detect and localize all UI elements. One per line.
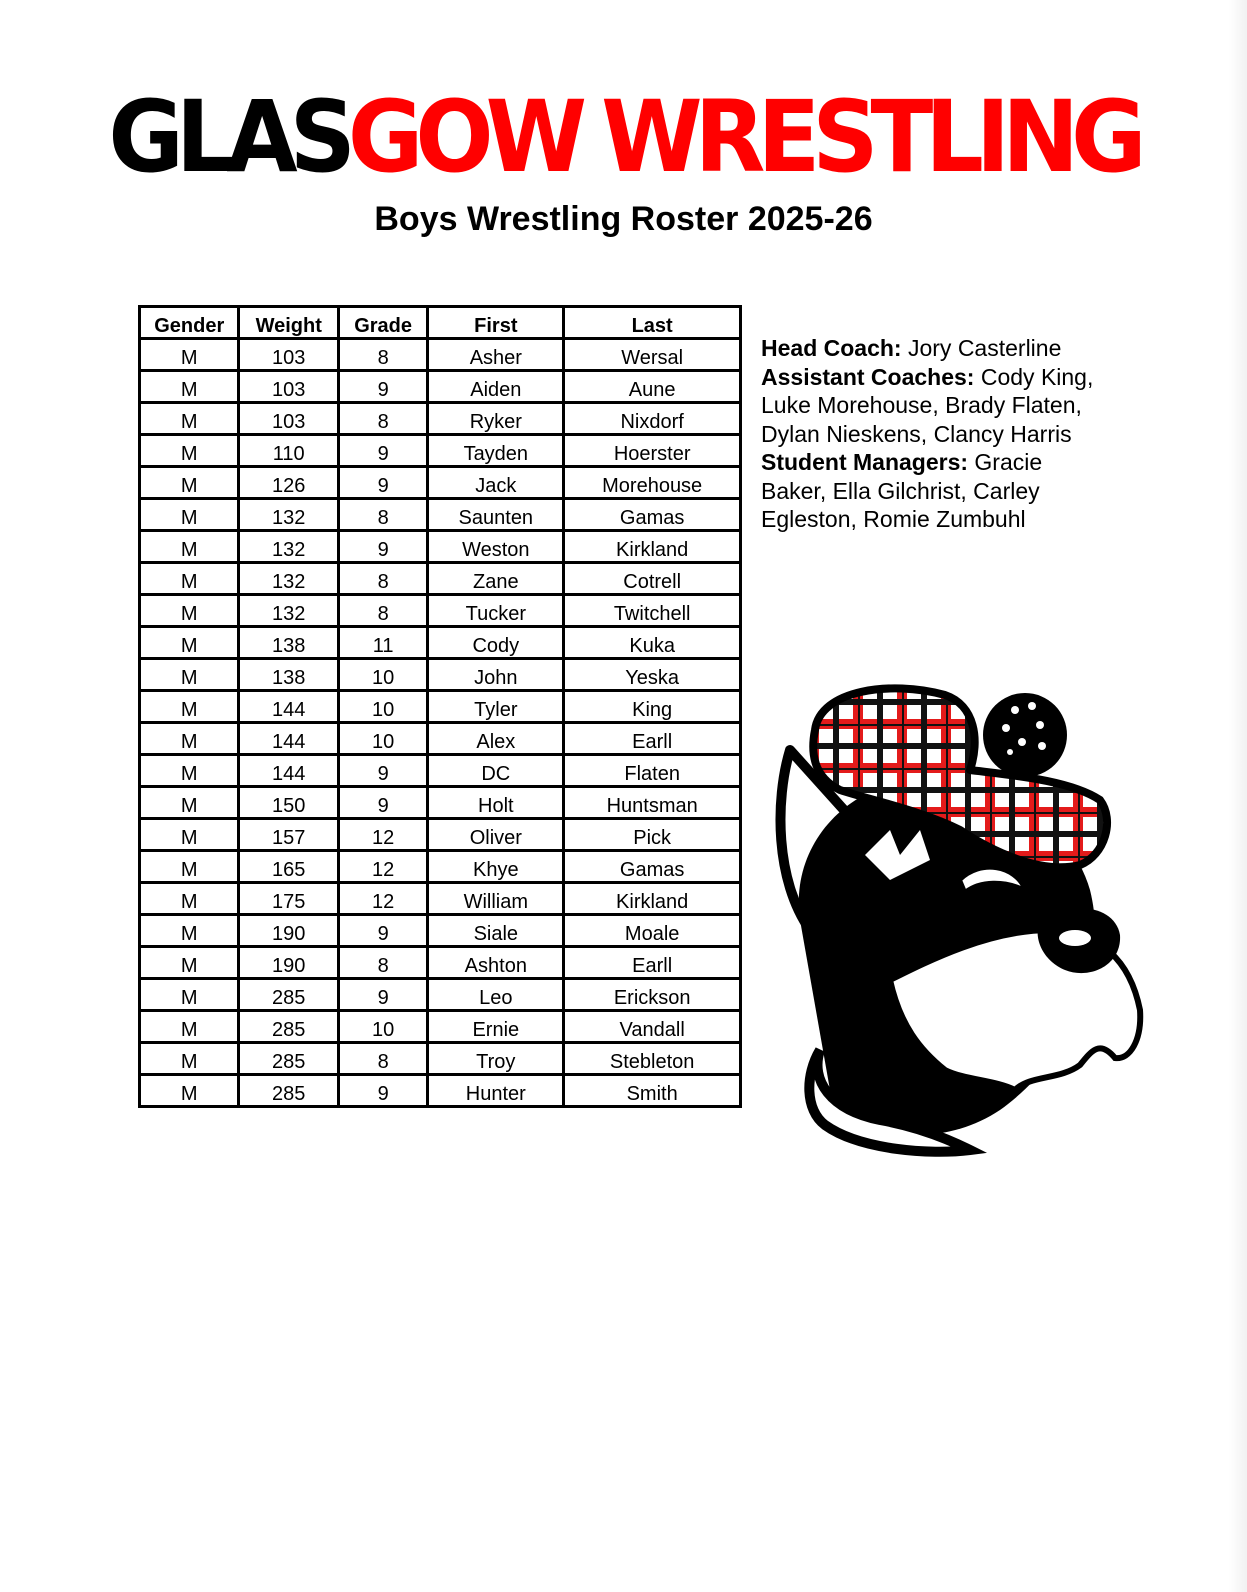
cell-grade: 8 <box>338 499 427 531</box>
cell-gender: M <box>140 979 239 1011</box>
cell-last-name: Wersal <box>564 339 741 371</box>
cell-last-name: Kirkland <box>564 531 741 563</box>
cell-weight: 110 <box>239 435 338 467</box>
cell-first-name: Troy <box>428 1043 564 1075</box>
student-managers-names: Gracie Baker, Ella Gilchrist, Carley Egleston, Romie Zumbuhl <box>761 449 1043 532</box>
cell-last-name: Earll <box>564 723 741 755</box>
cell-weight: 150 <box>239 787 338 819</box>
cell-weight: 103 <box>239 339 338 371</box>
cell-grade: 9 <box>338 467 427 499</box>
cell-gender: M <box>140 435 239 467</box>
cell-grade: 8 <box>338 403 427 435</box>
cell-first-name: Siale <box>428 915 564 947</box>
cell-first-name: Hunter <box>428 1075 564 1107</box>
cell-gender: M <box>140 371 239 403</box>
cell-weight: 190 <box>239 947 338 979</box>
cell-first-name: Ernie <box>428 1011 564 1043</box>
cell-weight: 190 <box>239 915 338 947</box>
cell-first-name: Saunten <box>428 499 564 531</box>
cell-grade: 9 <box>338 979 427 1011</box>
table-row <box>140 1075 741 1107</box>
roster-table <box>138 305 742 1108</box>
cell-last-name: Kirkland <box>564 883 741 915</box>
cell-last-name: Pick <box>564 819 741 851</box>
cell-first-name: Leo <box>428 979 564 1011</box>
cell-gender: M <box>140 723 239 755</box>
logo-part-glas: GLAS <box>108 79 348 195</box>
cell-grade: 9 <box>338 371 427 403</box>
cell-last-name: Morehouse <box>564 467 741 499</box>
cell-weight: 132 <box>239 595 338 627</box>
cell-last-name: Gamas <box>564 499 741 531</box>
cell-gender: M <box>140 531 239 563</box>
table-row <box>140 979 741 1011</box>
cell-grade: 8 <box>338 563 427 595</box>
cell-weight: 285 <box>239 1011 338 1043</box>
cell-last-name: Smith <box>564 1075 741 1107</box>
cell-last-name: Moale <box>564 915 741 947</box>
table-row <box>140 435 741 467</box>
cell-weight: 138 <box>239 659 338 691</box>
table-row <box>140 403 741 435</box>
coaching-staff <box>761 334 1106 534</box>
roster-body <box>140 339 741 1107</box>
cell-weight: 138 <box>239 627 338 659</box>
cell-first-name: Zane <box>428 563 564 595</box>
table-row <box>140 851 741 883</box>
cell-last-name: Erickson <box>564 979 741 1011</box>
cell-grade: 8 <box>338 595 427 627</box>
glasgow-wrestling-logo <box>0 79 1247 195</box>
cell-last-name: Yeska <box>564 659 741 691</box>
table-row <box>140 1011 741 1043</box>
scottie-dog-mascot-icon <box>770 680 1170 1160</box>
header-weight: Weight <box>239 307 338 339</box>
cell-gender: M <box>140 627 239 659</box>
table-row <box>140 563 741 595</box>
cell-grade: 9 <box>338 755 427 787</box>
cell-last-name: Cotrell <box>564 563 741 595</box>
cell-grade: 8 <box>338 339 427 371</box>
cell-gender: M <box>140 691 239 723</box>
cell-last-name: Twitchell <box>564 595 741 627</box>
cell-gender: M <box>140 499 239 531</box>
cell-gender: M <box>140 595 239 627</box>
cell-grade: 11 <box>338 627 427 659</box>
cell-last-name: King <box>564 691 741 723</box>
head-coach-name: Jory Casterline <box>907 335 1062 361</box>
cell-grade: 10 <box>338 691 427 723</box>
cell-gender: M <box>140 1043 239 1075</box>
cell-weight: 132 <box>239 531 338 563</box>
head-coach-label: Head Coach: <box>761 335 902 361</box>
cell-weight: 126 <box>239 467 338 499</box>
cell-grade: 9 <box>338 1075 427 1107</box>
cell-weight: 103 <box>239 403 338 435</box>
cell-gender: M <box>140 883 239 915</box>
cell-gender: M <box>140 403 239 435</box>
table-row <box>140 531 741 563</box>
cell-first-name: Ashton <box>428 947 564 979</box>
cell-gender: M <box>140 563 239 595</box>
assistant-coaches-label: Assistant Coaches: <box>761 363 975 390</box>
table-row <box>140 755 741 787</box>
student-managers-label: Student Managers: <box>761 449 969 475</box>
cell-grade: 9 <box>338 435 427 467</box>
cell-gender: M <box>140 787 239 819</box>
cell-last-name: Flaten <box>564 755 741 787</box>
cell-first-name: Tayden <box>428 435 564 467</box>
cell-last-name: Stebleton <box>564 1043 741 1075</box>
cell-weight: 103 <box>239 371 338 403</box>
cell-last-name: Earll <box>564 947 741 979</box>
cell-grade: 10 <box>338 659 427 691</box>
cell-first-name: Oliver <box>428 819 564 851</box>
assistant-coaches-names: Cody King, Luke Morehouse, Brady Flaten, Dylan Nieskens, Clancy Harris <box>761 363 1094 447</box>
header-first: First <box>428 307 564 339</box>
cell-weight: 132 <box>239 499 338 531</box>
cell-weight: 285 <box>239 979 338 1011</box>
table-row <box>140 371 741 403</box>
cell-first-name: Jack <box>428 467 564 499</box>
table-row <box>140 883 741 915</box>
cell-grade: 10 <box>338 723 427 755</box>
cell-grade: 8 <box>338 947 427 979</box>
cell-first-name: Tucker <box>428 595 564 627</box>
cell-last-name: Gamas <box>564 851 741 883</box>
cell-gender: M <box>140 947 239 979</box>
cell-last-name: Nixdorf <box>564 403 741 435</box>
cell-first-name: John <box>428 659 564 691</box>
table-header-row <box>140 307 741 339</box>
cell-first-name: Ryker <box>428 403 564 435</box>
cell-weight: 157 <box>239 819 338 851</box>
cell-last-name: Kuka <box>564 627 741 659</box>
cell-first-name: Asher <box>428 339 564 371</box>
cell-weight: 144 <box>239 691 338 723</box>
table-row <box>140 627 741 659</box>
cell-gender: M <box>140 1075 239 1107</box>
cell-grade: 8 <box>338 1043 427 1075</box>
roster-title: Boys Wrestling Roster 2025-26 <box>374 200 873 238</box>
cell-weight: 285 <box>239 1043 338 1075</box>
table-row <box>140 819 741 851</box>
table-row <box>140 499 741 531</box>
table-row <box>140 723 741 755</box>
cell-last-name: Huntsman <box>564 787 741 819</box>
cell-grade: 10 <box>338 1011 427 1043</box>
table-row <box>140 915 741 947</box>
table-row <box>140 339 741 371</box>
cell-first-name: DC <box>428 755 564 787</box>
table-row <box>140 659 741 691</box>
cell-weight: 132 <box>239 563 338 595</box>
cell-gender: M <box>140 915 239 947</box>
cell-first-name: Holt <box>428 787 564 819</box>
cell-grade: 9 <box>338 531 427 563</box>
header-grade: Grade <box>338 307 427 339</box>
cell-last-name: Aune <box>564 371 741 403</box>
cell-first-name: William <box>428 883 564 915</box>
table-row <box>140 691 741 723</box>
cell-gender: M <box>140 339 239 371</box>
cell-gender: M <box>140 1011 239 1043</box>
header-gender: Gender <box>140 307 239 339</box>
cell-weight: 175 <box>239 883 338 915</box>
cell-last-name: Hoerster <box>564 435 741 467</box>
cell-gender: M <box>140 851 239 883</box>
cell-gender: M <box>140 467 239 499</box>
cell-grade: 9 <box>338 915 427 947</box>
cell-grade: 9 <box>338 787 427 819</box>
table-row <box>140 467 741 499</box>
table-row <box>140 1043 741 1075</box>
cell-first-name: Cody <box>428 627 564 659</box>
cell-grade: 12 <box>338 819 427 851</box>
cell-first-name: Khye <box>428 851 564 883</box>
cell-weight: 165 <box>239 851 338 883</box>
cell-weight: 144 <box>239 723 338 755</box>
cell-grade: 12 <box>338 851 427 883</box>
cell-last-name: Vandall <box>564 1011 741 1043</box>
cell-weight: 285 <box>239 1075 338 1107</box>
cell-first-name: Alex <box>428 723 564 755</box>
cell-gender: M <box>140 819 239 851</box>
table-row <box>140 595 741 627</box>
cell-gender: M <box>140 659 239 691</box>
logo-part-wrestling: WRESTLING <box>601 79 1139 195</box>
table-row <box>140 787 741 819</box>
cell-first-name: Aiden <box>428 371 564 403</box>
table-row <box>140 947 741 979</box>
cell-first-name: Weston <box>428 531 564 563</box>
header-last: Last <box>564 307 741 339</box>
logo-part-gow: GOW <box>347 79 580 195</box>
cell-grade: 12 <box>338 883 427 915</box>
cell-first-name: Tyler <box>428 691 564 723</box>
cell-gender: M <box>140 755 239 787</box>
cell-weight: 144 <box>239 755 338 787</box>
